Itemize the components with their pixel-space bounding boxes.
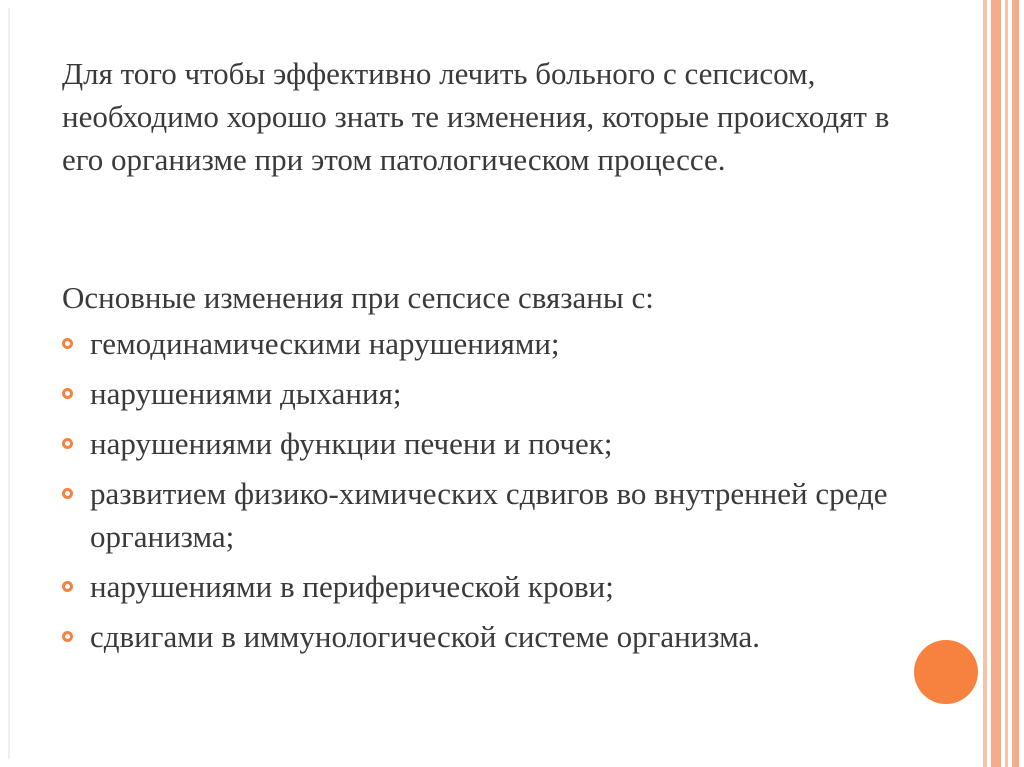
list-item bbox=[0, 472, 940, 558]
decor-stripe bbox=[1012, 0, 1019, 767]
list-item bbox=[0, 322, 940, 365]
decor-stripe bbox=[991, 0, 1001, 767]
list-item bbox=[0, 372, 940, 415]
list-item bbox=[0, 422, 940, 465]
list-item-text: нарушениями в периферической крови; bbox=[90, 569, 614, 604]
bullet-ring-icon bbox=[62, 338, 73, 349]
bullet-ring-icon bbox=[62, 388, 73, 399]
list-item-text: нарушениями дыхания; bbox=[90, 376, 402, 411]
bullet-ring-icon bbox=[62, 631, 73, 642]
list-item-text: развитием физико-химических сдвигов во внутренней среде организма; bbox=[90, 476, 888, 554]
list-item-text: нарушениями функции печени и почек; bbox=[90, 426, 613, 461]
orange-circle-decoration bbox=[914, 640, 978, 704]
bullet-ring-icon bbox=[62, 488, 73, 499]
decor-stripe bbox=[1005, 0, 1008, 767]
bullet-ring-icon bbox=[62, 438, 73, 449]
decor-stripe bbox=[983, 0, 987, 767]
list-item bbox=[0, 565, 940, 608]
list-item-text: сдвигами в иммунологической системе организма. bbox=[90, 619, 760, 654]
lead-text: Основные изменения при сепсисе связаны с: bbox=[62, 280, 654, 315]
list-item-text: гемодинамическими нарушениями; bbox=[90, 326, 560, 361]
bullet-ring-icon bbox=[62, 581, 73, 592]
intro-paragraph: Для того чтобы эффективно лечить больного с сепсисом, необходимо хорошо знать те изменения, которые происходят в его организме при этом патологическом процессе. bbox=[62, 56, 890, 177]
list-item bbox=[0, 615, 940, 658]
bullet-list bbox=[0, 322, 940, 665]
